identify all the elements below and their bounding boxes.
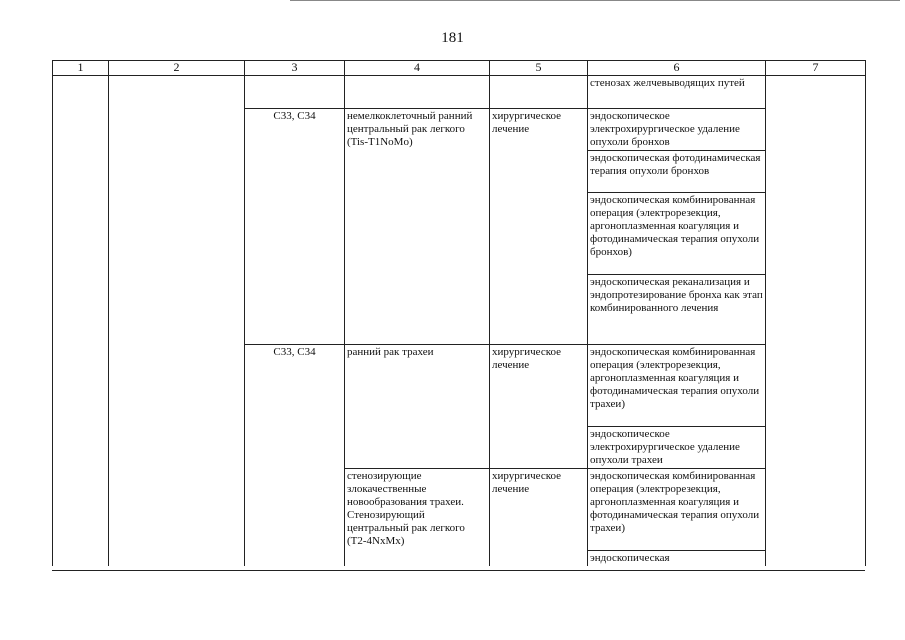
code-cell: C33, C34 [245,345,345,469]
method-cell: эндоскопическая фотодинамическая терапия опухоли бронхов [588,151,766,193]
method-cell: эндоскопическое электрохирургическое удаление опухоли трахеи [588,427,766,469]
column-header-4: 4 [345,61,490,76]
code-cell: C33, C34 [245,109,345,345]
method-cell: эндоскопическая реканализация и эндопротезирование бронха как этап комбинированного лечения [588,275,766,345]
column-header-3: 3 [245,61,345,76]
cell-col5 [490,76,588,109]
method-cell: эндоскопическая комбинированная операция (электрорезекция, аргоноплазменная коагуляция и фотодинамическая терапия опухоли бронхов) [588,193,766,275]
table-row [53,76,866,109]
cell-col7 [766,76,866,567]
method-cell: эндоскопическая [588,551,766,567]
model-cell: ранний рак трахеи [345,345,490,469]
cell-col3 [245,76,345,109]
cell-col2 [109,76,245,567]
column-header-7: 7 [766,61,866,76]
column-header-5: 5 [490,61,588,76]
method-cell: эндоскопическая комбинированная операция (электрорезекция, аргоноплазменная коагуляция и фотодинамическая терапия опухоли трахеи) [588,469,766,551]
column-header-6: 6 [588,61,766,76]
top-edge-line [290,0,900,1]
column-header-2: 2 [109,61,245,76]
method-cell: стенозах желчевыводящих путей [588,76,766,109]
treatment-cell: хирургическое лечение [490,469,588,567]
cell-col4 [345,76,490,109]
column-header-1: 1 [53,61,109,76]
method-cell: эндоскопическая комбинированная операция (электрорезекция, аргоноплазменная коагуляция и фотодинамическая терапия опухоли трахеи) [588,345,766,427]
header-row [53,61,866,76]
model-cell: стенозирующие злокачественные новообразования трахеи. Стенозирующий центральный рак легкого (T2-4NxMx) [345,469,490,567]
table-bottom-border [52,570,865,571]
cell-col1 [53,76,109,567]
medical-care-table [52,60,866,566]
page-number: 181 [441,30,464,46]
model-cell: немелкоклеточный ранний центральный рак легкого (Tis-T1NoMo) [345,109,490,345]
treatment-cell: хирургическое лечение [490,109,588,345]
treatment-cell: хирургическое лечение [490,345,588,469]
method-cell: эндоскопическое электрохирургическое удаление опухоли бронхов [588,109,766,151]
cell-col3 [245,469,345,567]
